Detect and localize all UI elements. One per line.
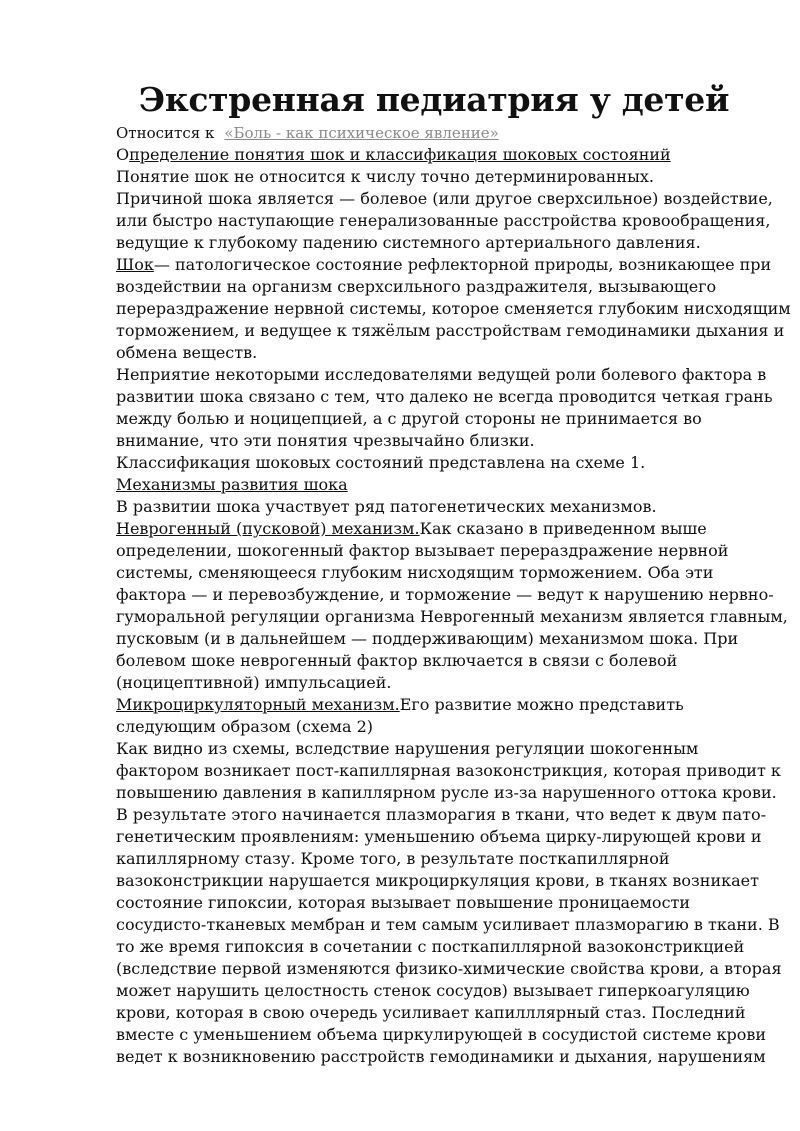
paragraph-1 <box>116 166 752 188</box>
text-line: Как видно из схемы, вследствие нарушения регуляции шокогенным <box>116 739 699 758</box>
paragraph-4 <box>116 364 773 452</box>
neurogenic-mechanism-heading: Неврогенный (пусковой) механизм. <box>116 519 420 538</box>
microcirculatory-mechanism-heading: Микроциркуляторный механизм. <box>116 695 400 714</box>
related-article-link[interactable]: «Боль - как психическое явление» <box>224 124 499 142</box>
text-line: генетическим проявлениям: уменьшению объема цирку-лирующей крови и <box>116 827 762 846</box>
shock-term: Шок <box>116 255 154 274</box>
text-line: ведет к возникновению расстройств гемодинамики и дыхания, нарушениям <box>116 1047 766 1066</box>
text-line: крови, которая в свою очередь усиливает капилллярный стаз. Последний <box>116 1003 746 1022</box>
text-line: системы, сменяющееся глубоким нисходящим торможением. Оба эти <box>116 563 714 582</box>
text-line: (вследствие первой изменяются физико-химические свойства крови, а вторая <box>116 959 782 978</box>
paragraph-3 <box>116 276 791 364</box>
document-page <box>116 80 791 1068</box>
paragraph-7 <box>116 540 788 694</box>
microcirculatory-mechanism-text: Его развитие можно представить <box>399 695 684 714</box>
text-line: воздействии на организм сверхсильного раздражителя, вызывающего <box>116 277 717 296</box>
text-line: болевом шоке неврогенный фактор включается в связи с болевой <box>116 651 678 670</box>
microcirculatory-mechanism-line <box>116 694 752 716</box>
paragraph-9 <box>116 738 782 1068</box>
section-heading-definition <box>116 144 752 166</box>
text-line: вазоконстрикции нарушается микроциркуляция крови, в тканях возникает <box>116 871 759 890</box>
related-to-label: Относится к <box>116 124 215 142</box>
text-line: фактора — и перевозбуждение, и торможение — ведут к нарушению нервно- <box>116 585 774 604</box>
text-line: вместе с уменьшением объема циркулирующей в сосудистой системе крови <box>116 1025 767 1044</box>
text-line: Неприятие некоторыми исследователями ведущей роли болевого фактора в <box>116 365 767 384</box>
paragraph-5 <box>116 452 752 474</box>
text-line: (ноцицептивной) импульсацией. <box>116 673 392 692</box>
section-heading-text: пределение понятия шок и классификация шоковых состояний <box>129 145 671 164</box>
section-heading-lead: О <box>116 145 130 164</box>
text-line: определении, шокогенный фактор вызывает перераздражение нервной <box>116 541 729 560</box>
page-title: Экстренная педиатрия у детей <box>138 80 730 119</box>
mechanisms-heading-text: Механизмы развития шока <box>116 475 348 494</box>
text-line: может нарушить целостность стенок сосудов) вызывает гиперкоагуляцию <box>116 981 750 1000</box>
paragraph-6 <box>116 496 752 518</box>
text-line: перераздражение нервной системы, которое сменяется глубоким нисходящим <box>116 299 791 318</box>
paragraph-2 <box>116 188 773 254</box>
text-line: состояние гипоксии, которая вызывает повышение проницаемости <box>116 893 691 912</box>
shock-definition-text: — патологическое состояние рефлекторной природы, возникающее при <box>153 255 772 274</box>
text-line: Классификация шоковых состояний представлена на схеме 1. <box>116 453 646 472</box>
related-to-line <box>116 122 752 144</box>
text-line: пусковым (и в дальнейшем — поддерживающим) механизмом шока. При <box>116 629 739 648</box>
text-line: фактором возникает пост-капиллярная вазоконстрикция, которая приводит к <box>116 761 781 780</box>
text-line: капиллярному стазу. Кроме того, в результате посткапиллярной <box>116 849 670 868</box>
text-line: Причиной шока является — болевое (или другое сверхсильное) воздействие, <box>116 189 773 208</box>
text-line: торможением, и ведущее к тяжёлым расстройствам гемодинамики дыхания и <box>116 321 785 340</box>
text-line: или быстро наступающие генерализованные расстройства кровообращения, <box>116 211 771 230</box>
text-line: между болью и ноцицепцией, а с другой стороны не принимается во <box>116 409 702 428</box>
text-line: сосудисто-тканевых мембран и тем самым усиливает плазморагию в ткани. В <box>116 915 780 934</box>
text-line: обмена веществ. <box>116 343 258 362</box>
text-line: внимание, что эти понятия чрезвычайно близки. <box>116 431 535 450</box>
text-line: В развитии шока участвует ряд патогенетических механизмов. <box>116 497 657 516</box>
text-line: Понятие шок не относится к числу точно детерминированных. <box>116 167 654 186</box>
shock-definition-line <box>116 254 772 276</box>
text-line: следующим образом (схема 2) <box>116 717 373 736</box>
text-line: гуморальной регуляции организма Неврогенный механизм является главным, <box>116 607 788 626</box>
text-line: ведущие к глубокому падению системного артериального давления. <box>116 233 701 252</box>
text-line: развитии шока связано с тем, что далеко не всегда проводится четкая грань <box>116 387 773 406</box>
text-line: то же время гипоксия в сочетании с посткапиллярной вазоконстрикцией <box>116 937 745 956</box>
paragraph-8 <box>116 716 752 738</box>
neurogenic-mechanism-text: Как сказано в приведенном выше <box>419 519 707 538</box>
section-heading-mechanisms <box>116 474 752 496</box>
text-line: В результате этого начинается плазморагия в ткани, что ведет к двум пато- <box>116 805 767 824</box>
neurogenic-mechanism-line <box>116 518 752 540</box>
text-line: повышению давления в капиллярном русле из-за нарушенного оттока крови. <box>116 783 777 802</box>
